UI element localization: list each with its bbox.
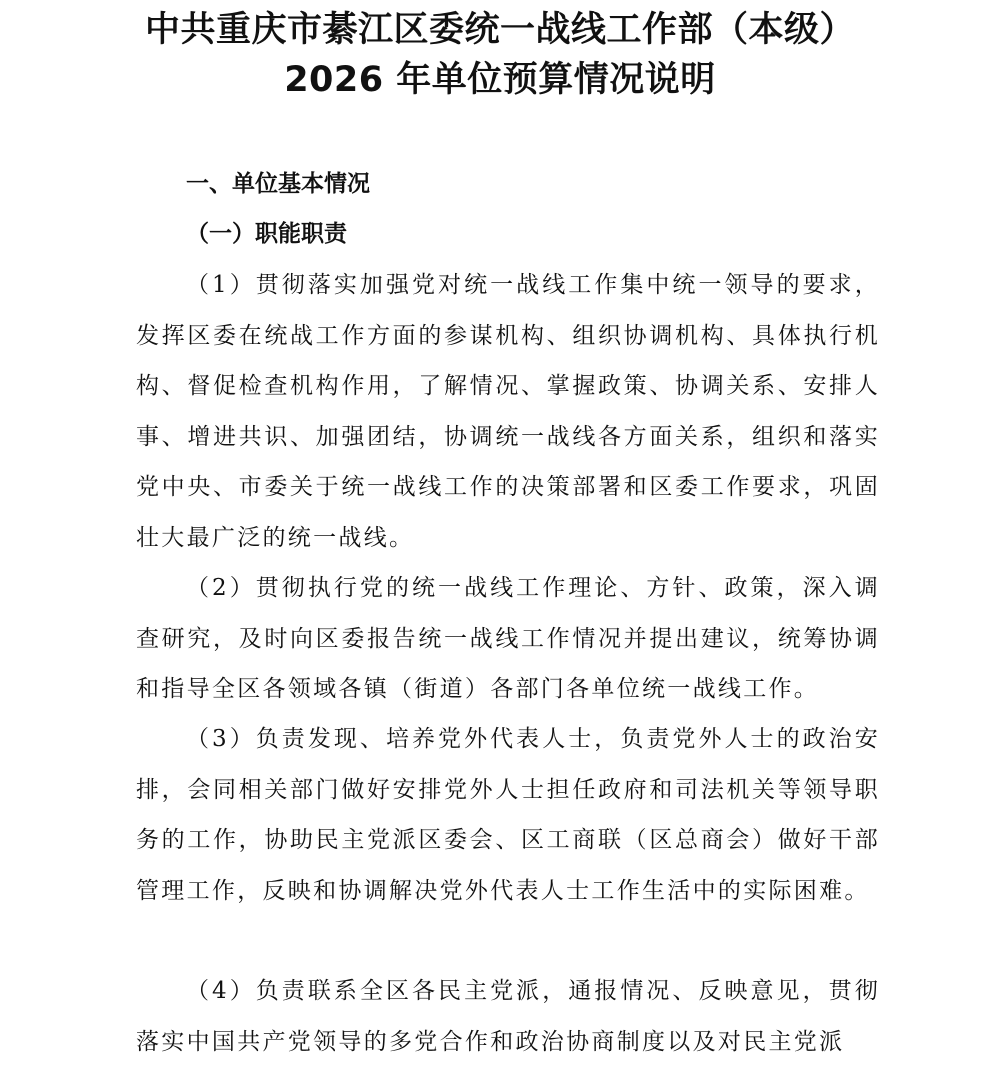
document-title-line-1: 中共重庆市綦江区委统一战线工作部（本级） bbox=[144, 10, 855, 50]
paragraph-function-3: （3）负责发现、培养党外代表人士，负责党外人士的政治安排，会同相关部门做好安排党外人士担任政府和司法机关等领导职务的工作，协助民主党派区委会、区工商联（区总商会）做好干部管理工作，反映和协调解决党外代表人士工作生活中的实际困难。 bbox=[136, 726, 880, 904]
paragraph-function-2: （2）贯彻执行党的统一战线工作理论、方针、政策，深入调查研究，及时向区委报告统一战线工作情况并提出建议，统筹协调和指导全区各领域各镇（街道）各部门各单位统一战线工作。 bbox=[136, 575, 880, 703]
paragraph-function-1: （1）贯彻落实加强党对统一战线工作集中统一领导的要求，发挥区委在统战工作方面的参谋机构、组织协调机构、具体执行机构、督促检查机构作用，了解情况、掌握政策、协调关系、安排人事、增进共识、加强团结，协调统一战线各方面关系，组织和落实党中央、市委关于统一战线工作的决策部署和区委工作要求，巩固壮大最广泛的统一战线。 bbox=[136, 272, 880, 551]
document-title-line-2: 2026 年单位预算情况说明 bbox=[284, 60, 716, 100]
paragraph-function-4: （4）负责联系全区各民主党派，通报情况、反映意见，贯彻落实中国共产党领导的多党合作和政治协商制度以及对民主党派 bbox=[136, 978, 880, 1055]
subsection-heading-functions: （一）职能职责 bbox=[186, 220, 347, 247]
section-heading-basic-info: 一、单位基本情况 bbox=[186, 171, 370, 197]
